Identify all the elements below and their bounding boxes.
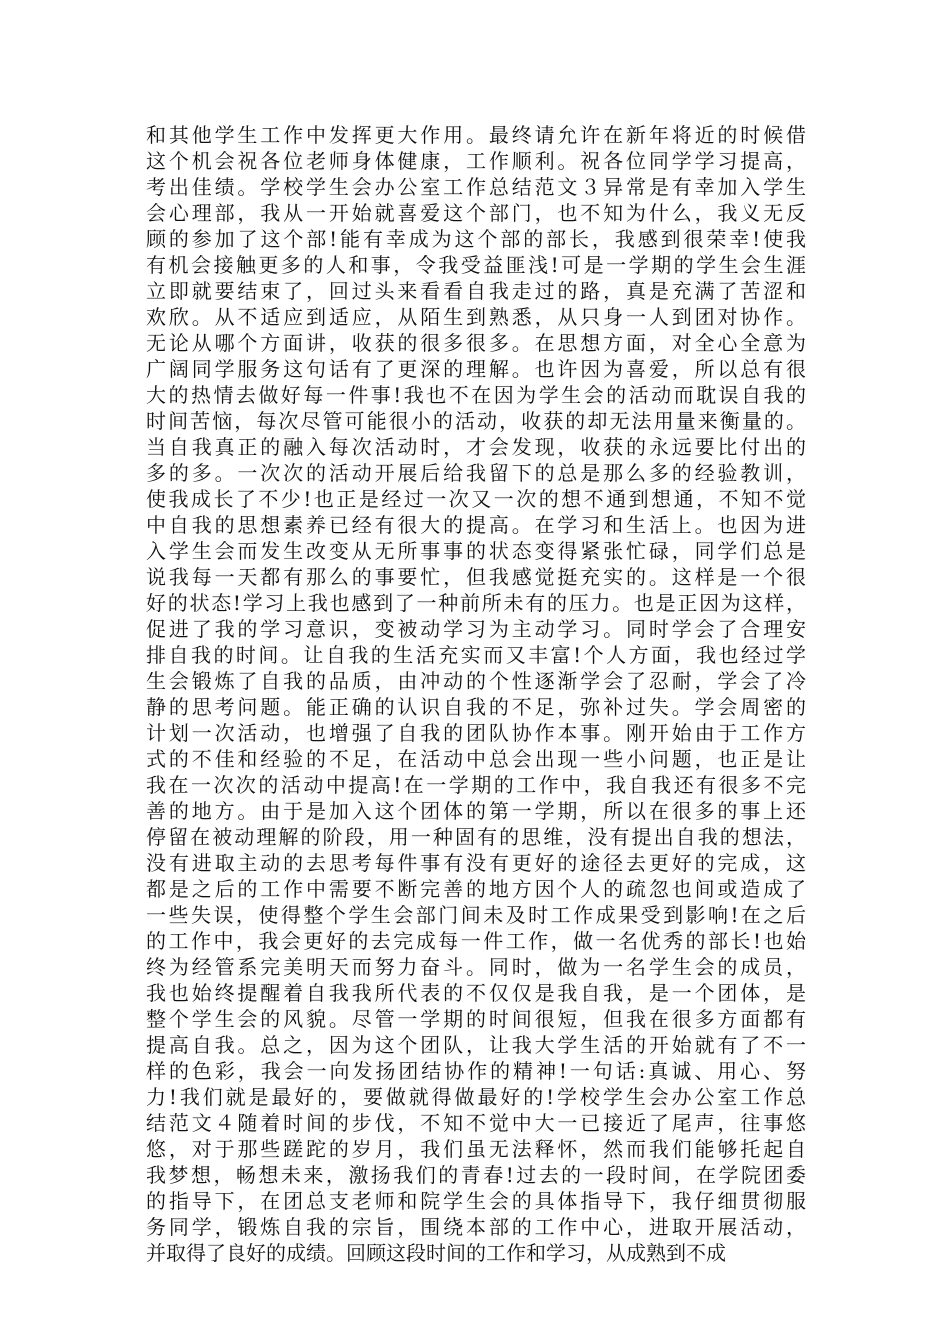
text-line: 好的状态!学习上我也感到了一种前所未有的压力。也是正因为这样，: [146, 591, 806, 615]
text-line: 入学生会而发生改变从无所事事的状态变得紧张忙碌，同学们总是: [146, 539, 806, 563]
text-line: 有机会接触更多的人和事，令我受益匪浅!可是一学期的学生会生涯: [146, 253, 806, 277]
text-line: 生会锻炼了自我的品质，由冲动的个性逐渐学会了忍耐，学会了冷: [146, 669, 806, 693]
text-line: 和其他学生工作中发挥更大作用。最终请允许在新年将近的时候借: [146, 123, 806, 147]
text-line: 使我成长了不少!也正是经过一次又一次的想不通到想通，不知不觉: [146, 487, 806, 511]
text-line: 说我每一天都有那么的事要忙，但我感觉挺充实的。这样是一个很: [146, 565, 806, 589]
text-line: 立即就要结束了，回过头来看看自我走过的路，真是充满了苦涩和: [146, 279, 806, 303]
text-line: 力!我们就是最好的，要做就得做最好的!学校学生会办公室工作总: [146, 1085, 806, 1109]
text-line: 整个学生会的风貌。尽管一学期的时间很短，但我在很多方面都有: [146, 1007, 806, 1031]
text-line: 排自我的时间。让自我的生活充实而又丰富!个人方面，我也经过学: [146, 643, 806, 667]
text-line: 我也始终提醒着自我我所代表的不仅仅是我自我，是一个团体，是: [146, 981, 806, 1005]
text-line: 当自我真正的融入每次活动时，才会发现，收获的永远要比付出的: [146, 435, 806, 459]
text-line: 静的思考问题。能正确的认识自我的不足，弥补过失。学会周密的: [146, 695, 806, 719]
text-line: 广阔同学服务这句话有了更深的理解。也许因为喜爱，所以总有很: [146, 357, 806, 381]
text-line: 我梦想，畅想未来，激扬我们的青春!过去的一段时间，在学院团委: [146, 1163, 806, 1187]
text-line: 样的色彩，我会一向发扬团结协作的精神!一句话:真诚、用心、努: [146, 1059, 806, 1083]
text-line: 并取得了良好的成绩。回顾这段时间的工作和学习，从成熟到不成: [146, 1241, 726, 1265]
text-line: 善的地方。由于是加入这个团体的第一学期，所以在很多的事上还: [146, 799, 806, 823]
body-text: [146, 122, 806, 1266]
text-line: 会心理部，我从一开始就喜爱这个部门，也不知为什么，我义无反: [146, 201, 806, 225]
text-line: 务同学，锻炼自我的宗旨，围绕本部的工作中心，进取开展活动，: [146, 1215, 806, 1239]
text-line: 考出佳绩。学校学生会办公室工作总结范文３异常是有幸加入学生: [146, 175, 806, 199]
text-line: 的工作中，我会更好的去完成每一件工作，做一名优秀的部长!也始: [146, 929, 806, 953]
text-line: 计划一次活动，也增强了自我的团队协作本事。刚开始由于工作方: [146, 721, 806, 745]
text-line: 终为经管系完美明天而努力奋斗。同时，做为一名学生会的成员，: [146, 955, 806, 979]
text-line: 中自我的思想素养已经有很大的提高。在学习和生活上。也因为进: [146, 513, 806, 537]
text-line: 结范文４随着时间的步伐，不知不觉中大一已接近了尾声，往事悠: [146, 1111, 806, 1135]
text-line: 没有进取主动的去思考每件事有没有更好的途径去更好的完成，这: [146, 851, 806, 875]
text-line: 这个机会祝各位老师身体健康，工作顺利。祝各位同学学习提高，: [146, 149, 806, 173]
text-line: 式的不佳和经验的不足，在活动中总会出现一些小问题，也正是让: [146, 747, 806, 771]
text-line: 顾的参加了这个部!能有幸成为这个部的部长，我感到很荣幸!使我: [146, 227, 806, 251]
text-line: 的指导下，在团总支老师和院学生会的具体指导下，我仔细贯彻服: [146, 1189, 806, 1213]
text-line: 促进了我的学习意识，变被动学习为主动学习。同时学会了合理安: [146, 617, 806, 641]
text-line: 悠，对于那些蹉跎的岁月，我们虽无法释怀，然而我们能够托起自: [146, 1137, 806, 1161]
text-line: 多的多。一次次的活动开展后给我留下的总是那么多的经验教训，: [146, 461, 806, 485]
text-line: 都是之后的工作中需要不断完善的地方因个人的疏忽也间或造成了: [146, 877, 806, 901]
text-line: 一些失误，使得整个学生会部门间未及时工作成果受到影响!在之后: [146, 903, 806, 927]
text-line: 提高自我。总之，因为这个团队，让我大学生活的开始就有了不一: [146, 1033, 806, 1057]
text-line: 我在一次次的活动中提高!在一学期的工作中，我自我还有很多不完: [146, 773, 806, 797]
text-line: 无论从哪个方面讲，收获的很多很多。在思想方面，对全心全意为: [146, 331, 806, 355]
text-line: 大的热情去做好每一件事!我也不在因为学生会的活动而耽误自我的: [146, 383, 806, 407]
text-line: 停留在被动理解的阶段，用一种固有的思维，没有提出自我的想法，: [146, 825, 806, 849]
text-line: 欢欣。从不适应到适应，从陌生到熟悉，从只身一人到团对协作。: [146, 305, 806, 329]
text-line: 时间苦恼，每次尽管可能很小的活动，收获的却无法用量来衡量的。: [146, 409, 806, 433]
